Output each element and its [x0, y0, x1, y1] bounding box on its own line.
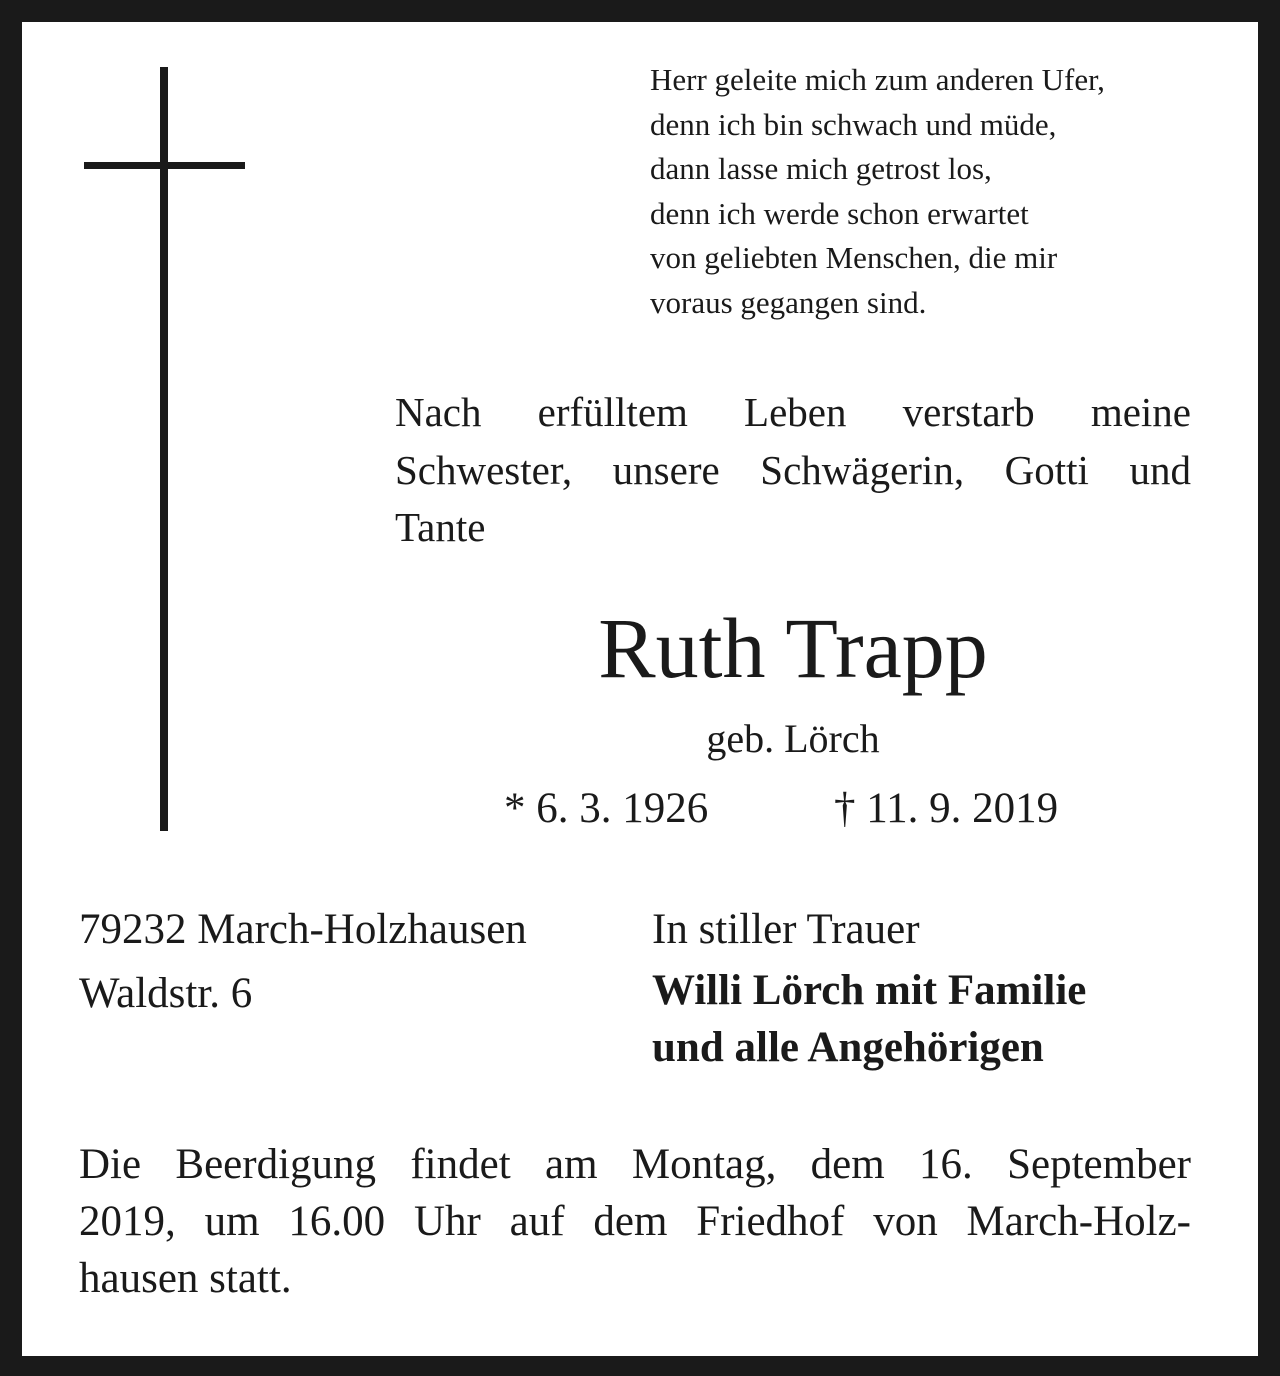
- birth-date: * 6. 3. 1926: [504, 785, 709, 832]
- deceased-name: Ruth Trapp: [598, 600, 988, 696]
- obituary-notice: [22, 22, 1258, 1356]
- verse-line: denn ich bin schwach und müde,: [650, 106, 1057, 142]
- announcement-line: Nach erfülltem Leben verstarb meine: [395, 389, 1191, 435]
- verse-line: dann lasse mich getrost los,: [650, 151, 992, 187]
- maiden-name: geb. Lörch: [706, 716, 880, 761]
- mourners-intro: In stiller Trauer: [652, 906, 920, 953]
- announcement-line: Schwester, unsere Schwägerin, Gotti und: [395, 446, 1191, 493]
- death-date: † 11. 9. 2019: [834, 785, 1059, 832]
- announcement-line: Tante: [395, 504, 486, 550]
- cross-horizontal-bar: [84, 162, 245, 169]
- verse: [650, 58, 1210, 326]
- death-announcement: [395, 384, 1191, 557]
- address: [79, 898, 527, 1026]
- cross-vertical-bar: [160, 67, 168, 831]
- funeral-line: Die Beerdigung findet am Montag, dem 16. September: [79, 1141, 1191, 1188]
- address-city: 79232 March-Holzhausen: [79, 906, 527, 953]
- verse-line: von geliebten Menschen, die mir: [650, 240, 1058, 276]
- funeral-line: hausen statt.: [79, 1255, 292, 1302]
- mourners: [652, 898, 1086, 1076]
- verse-line: denn ich werde schon erwartet: [650, 195, 1029, 231]
- verse-line: Herr geleite mich zum anderen Ufer,: [650, 62, 1105, 97]
- address-street: Waldstr. 6: [79, 970, 253, 1017]
- verse-line: voraus gegangen sind.: [650, 284, 927, 320]
- funeral-line: 2019, um 16.00 Uhr auf dem Friedhof von March-Holz-: [79, 1198, 1191, 1245]
- mourners-family: Willi Lörch mit Familie: [652, 967, 1087, 1014]
- mourners-relatives: und alle Angehörigen: [652, 1024, 1044, 1071]
- funeral-info: [79, 1136, 1191, 1307]
